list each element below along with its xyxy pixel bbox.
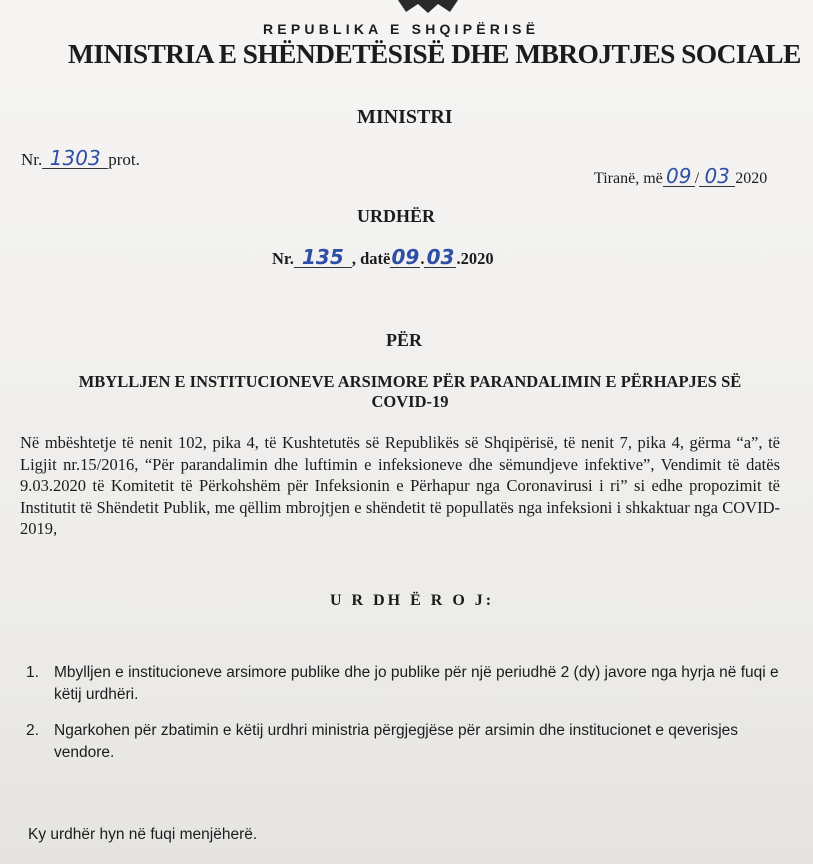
list-item-number: 2. (26, 722, 39, 739)
place-date (594, 166, 767, 188)
list-item-text: Mbylljen e institucioneve arsimore publike dhe jo publike për një periudhë 2 (dy) javore nga hyrja në fuqi e këtij urdhëri. (54, 664, 779, 703)
order-items (26, 662, 786, 778)
order-year: .2020 (456, 249, 494, 268)
order-month: 03 (424, 247, 456, 268)
place-date-day: 09 (663, 166, 695, 187)
order-heading: URDHËR (357, 206, 436, 226)
country-name: REPUBLIKA E SHQIPËRISË (263, 21, 540, 37)
protocol-suffix: prot. (108, 150, 140, 169)
office-title: MINISTRI (357, 106, 453, 128)
protocol-prefix: Nr. (21, 150, 43, 169)
closing-statement: Ky urdhër hyn në fuqi menjëherë. (28, 826, 258, 843)
ministry-name: MINISTRIA E SHËNDETËSISË DHE MBROJTJES SOCIALE (68, 38, 801, 69)
list-item (26, 662, 786, 706)
order-number: 135 (294, 247, 352, 268)
order-date-dot: . (420, 249, 425, 268)
list-item-text: Ngarkohen për zbatimin e këtij urdhri ministria përgjegjëse për arsimin dhe institucionet e qeverisjes vendore. (54, 722, 739, 761)
directive-heading: U R DH Ë R O J: (330, 592, 495, 609)
place-date-month: 03 (699, 166, 735, 187)
subject-per: PËR (386, 330, 422, 350)
order-nr-label: Nr. (272, 249, 294, 268)
order-date-label: , datë (351, 249, 391, 268)
protocol-number: 1303 (42, 148, 108, 169)
list-item-number: 1. (26, 664, 39, 681)
place-date-separator: / (694, 170, 700, 187)
protocol-line (21, 148, 140, 170)
place-date-year: 2020 (735, 170, 768, 187)
order-number-line (272, 247, 494, 269)
order-day: 09 (391, 245, 420, 269)
emblem-fragment-icon (396, 0, 460, 14)
list-item (26, 720, 786, 764)
subject-title: MBYLLJEN E INSTITUCIONEVE ARSIMORE PËR PARANDALIMIN E PËRHAPJES SË COVID-19 (78, 372, 742, 411)
place-date-prefix: Tiranë, më (594, 170, 663, 187)
preamble-paragraph: Në mbështetje të nenit 102, pika 4, të Kushtetutës së Republikës së Shqipërisë, të nenit 7, pika 4, gërma “a”, të Ligjit nr.15/2016, “Për parandalimin dhe luftimin e infeksioneve dhe sëmundjeve infektive”, Vendimit të datës 9.03.2020 të Komitetit të Përkohshëm për Infeksionin e Përhapur nga Coronavirusi i ri” si edhe propozimit të Institutit të Shëndetit Publik, me qëllim mbrojtjen e shëndetit të popullatës nga infeksioni i shkaktuar nga COVID-2019, (20, 433, 780, 539)
